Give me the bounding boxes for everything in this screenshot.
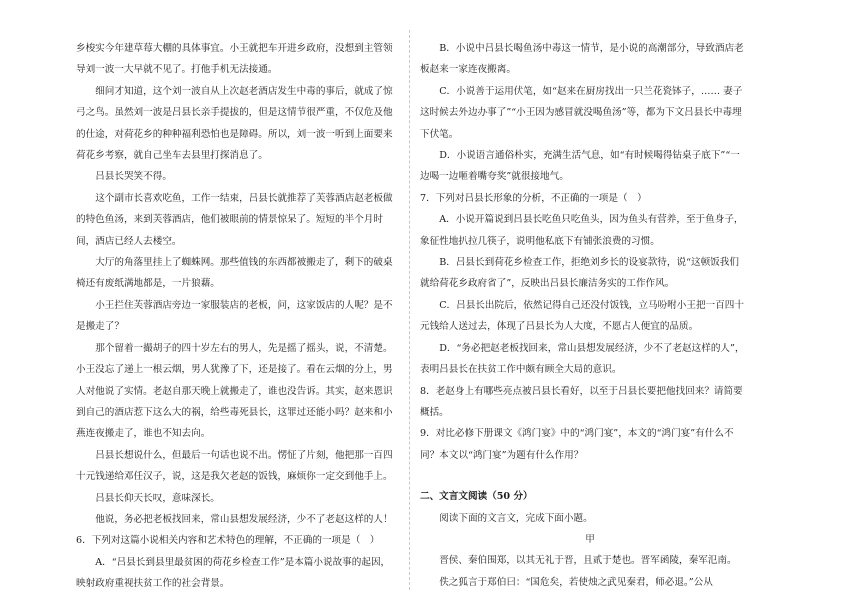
reading-instruction: 阅读下面的文言文，完成下面小题。 <box>439 512 593 524</box>
question-6-option-c: C．小说善于运用伏笔，如“赵来在厨房找出一只兰花瓷钵子，…… 妻子这时候去外边办事了”“小王因为感冒就没喝鱼汤”等，都为下文吕县长中毒埋下伏笔。 <box>420 85 743 140</box>
story-paragraph: 这个副市长喜欢吃鱼，工作一结束，吕县长就推荐了芙蓉酒店赵老板做的特色鱼汤，来到芙蓉酒店，他们被眼前的情景惊呆了。短短的半个月时间，酒店已经人去楼空。 <box>76 192 393 247</box>
question-6-option-b: B．小说中吕县长喝鱼汤中毒这一情节，是小说的高潮部分，导致酒店老板赵来一家连夜搬离。 <box>420 43 744 76</box>
question-6-option-a: A．“吕县长到县里最贫困的荷花乡检查工作”是本篇小说故事的起因，映射政府重视扶贫工作的社会背景。 <box>76 556 391 590</box>
question-9: 9．对比必修下册课文《鸿门宴》中的“鸿门宴”，本文的“鸿门宴”有什么不同？本文以“鸿门宴”为题有什么作用？ <box>420 428 734 461</box>
column-divider <box>409 30 410 590</box>
passage-line: 佚之狐言于郑伯曰：“国危矣，若使烛之武见秦君，师必退。”公从 <box>439 576 713 588</box>
passage-label: 甲 <box>585 533 595 545</box>
question-7-option-a: A．小说开篇说到吕县长吃鱼只吃鱼头，因为鱼头有营养，至于鱼身子，象征性地扒拉几筷子，说明他私底下有铺张浪费的习惯。 <box>420 214 744 247</box>
right-column <box>420 38 746 593</box>
story-paragraph: 那个留着一撮胡子的四十岁左右的男人，先是摇了摇头，说，不清楚。小王没忘了递上一根云烟，男人犹豫了下，还是接了。看在云烟的分上，男人对他说了实情。老赵自那天晚上就搬走了，谁也没告诉。其实，赵来恩识到自己的酒店惹下这么大的祸，给些毒死县长，这罪过还能小吗？赵来和小燕连夜搬走了，谁也不知去向。 <box>76 342 393 440</box>
question-6-stem: 6．下列对这篇小说相关内容和艺术特色的理解，不正确的一项是（ ） <box>76 535 380 547</box>
section-title: 二、文言文阅读（50 分） <box>420 491 533 503</box>
story-paragraph: 乡梭实今年建草莓大棚的具体事宜。小王就把车开进乡政府，没想到主管领导刘一波一大早就不见了。打他手机无法接通。 <box>76 43 393 76</box>
story-paragraph: 他说，务必把老板找回来，常山县想发展经济，少不了老赵这样的人！ <box>95 513 393 525</box>
story-paragraph: 大厅的角落里挂上了蜘蛛网。那些值钱的东西都被搬走了，剩下的破桌椅还有废纸满地都是，一片狼藉。 <box>76 257 393 290</box>
passage-line: 晋侯、秦伯围郑，以其无礼于晋，且贰于楚也。晋军函陵，秦军氾南。 <box>439 555 737 567</box>
question-7-stem: 7．下列对吕县长形象的分析，不正确的一项是（ ） <box>420 192 647 204</box>
question-7-option-d: D．“务必把赵老板找回来，常山县想发展经济，少不了老赵这样的人”，表明吕县长在扶贫工作中颇有顾全大局的意识。 <box>420 342 745 376</box>
story-paragraph: 吕县长哭笑不得。 <box>95 171 172 183</box>
question-7-option-b: B．吕县长到荷花乡检查工作，拒绝刘乡长的设宴款待，说“这顿饭我们就给荷花乡政府省了”，反映出吕县长廉洁务实的工作作风。 <box>420 257 739 290</box>
story-paragraph: 吕县长仰天长叹，意味深长。 <box>95 492 220 504</box>
question-7-option-c: C．吕县长出院后，依然记得自己还没付饭钱，立马吩咐小王把一百四十元钱给人送过去，体现了吕县长为人大度，不愿占人便宜的品质。 <box>420 299 744 333</box>
story-paragraph: 小王拦住芙蓉酒店旁边一家服装店的老板，问，这家饭店的人呢？是不是搬走了？ <box>76 299 393 333</box>
question-8: 8．老赵身上有哪些亮点被吕县长看好，以至于吕县长要把他找回来？请简要概括。 <box>420 385 743 418</box>
question-6-option-d: D．小说语言通俗朴实，充满生活气息，如“有时候喝得钻桌子底下”“一边喝一边咂着嘴夸奖”就很接地气。 <box>420 150 740 183</box>
left-column <box>76 38 398 595</box>
story-paragraph: 吕县长想说什么，但最后一句话也说不出。愣怔了片刻，他把那一百四十元钱递给邓任汉子，说，这是我欠老赵的饭钱，麻烦你一定交到他手上。 <box>76 449 393 483</box>
story-paragraph: 细问才知道，这个刘一波自从上次赵老酒店发生中毒的事后，就成了惊弓之鸟。虽然刘一波是吕县长亲手提拔的，但是这情节很严重，不仅危及他的仕途，对荷花乡的种种福利恐怕也是障碍。所以，刘一波一听到上面要来荷花乡考察，就自己坐车去县里打探消息了。 <box>76 85 393 162</box>
